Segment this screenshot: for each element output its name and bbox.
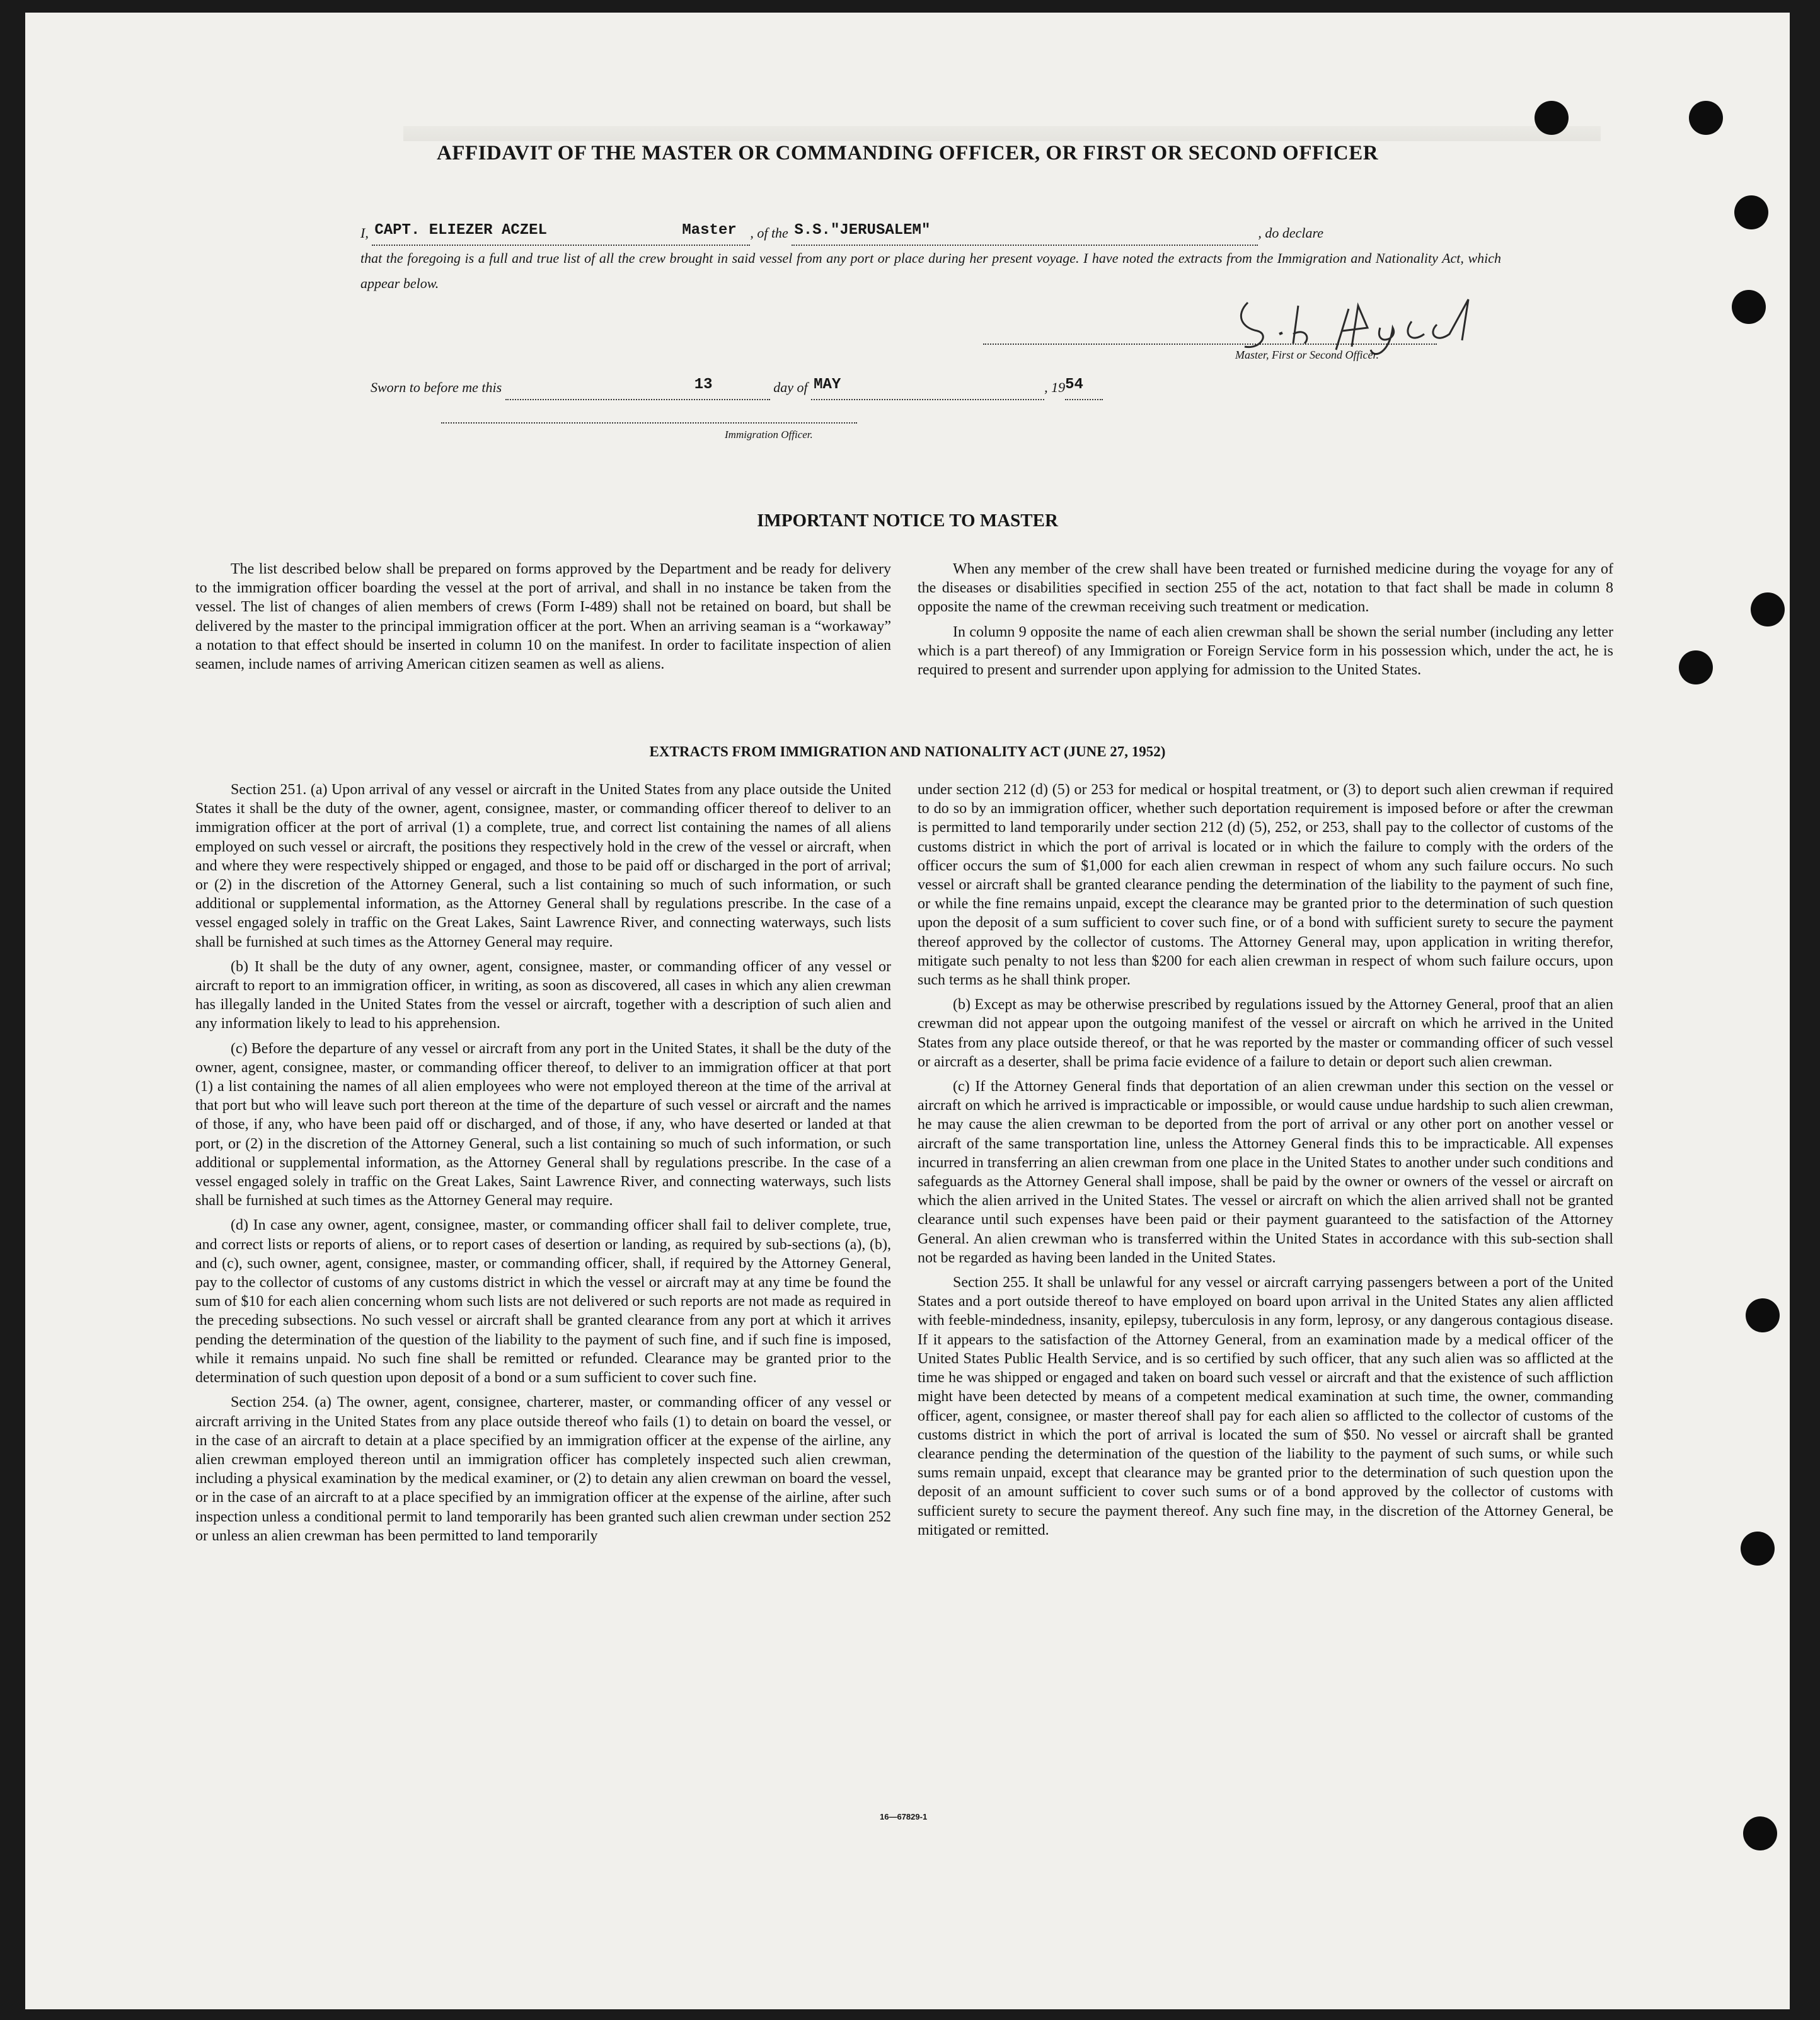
month-field[interactable] (811, 376, 1044, 400)
document-page (25, 13, 1790, 2009)
year-prefix: , 19 (1044, 379, 1066, 395)
extract-paragraph: Section 251. (a) Upon arrival of any vessel or aircraft in the United States from any place outside the United States it shall be the duty of the owner, agent, consignee, master, or commanding officer thereof to deliver to an immigration officer at the port of arrival (1) a complete, true, and correct list containing the names of all aliens employed on such vessel or aircraft, the positions they respectively hold in the crew of the vessel or aircraft, when and where they were respectively shipped or engaged, and those to be paid off or discharged in the port of arrival; or (2) in the discretion of the Attorney General, such a list containing so much of such information, or such additional or supplemental information, as the Attorney General shall by regulations prescribe. In the case of a vessel engaged solely in traffic on the Great Lakes, Saint Lawrence River, and connecting waterways, such lists shall be furnished at such times as the Attorney General may require. (195, 782, 891, 950)
immigration-officer-label: Immigration Officer. (725, 429, 813, 441)
extract-paragraph: (c) If the Attorney General finds that deportation of an alien crewman under this section on the vessel or aircraft on which he arrived is impracticable or impossible, or would cause undue hardship to such alien crewman, he may cause the alien crewman to be deported from the port of arrival or any other port on another vessel or aircraft of the same transportation line, unless the Attorney General finds this to be impracticable. All expenses incurred in transferring an alien crewman from one place in the United States to another under such conditions and safeguards as the Attorney General shall impose, shall be paid by the owner or owners of the vessel or aircraft on which the alien arrived in the United States. The vessel or aircraft on which the alien arrived shall not be granted clearance until such expenses have been paid or their payment guaranteed to the satisfaction of the Attorney General. An alien crewman who is transferred within the United States in accordance with this sub-section shall not be regarded as having been landed in the United States. (918, 1078, 1613, 1266)
punch-hole (1535, 101, 1569, 135)
extract-paragraph: (d) In case any owner, agent, consignee, master, or commanding officer shall fail to deliver complete, true, and correct lists or reports of aliens, or to report cases of desertion or landing, as required by sub-sections (a), (b), and (c), such owner, agent, consignee, master, or commanding officer, shall, if required by the Attorney General, pay to the collector of customs of any customs district in which the vessel or aircraft may at any time be found the sum of $10 for each alien concerning whom such lists are not delivered or such reports are not made as required in the preceding subsections. No such vessel or aircraft shall be granted clearance from any port at which it arrives pending the determination of the question of the liability to the payment of such fine, and if such fine is imposed, while it remains unpaid. No such fine shall be remitted or refunded. Clearance may be granted prior to the determination of such question upon deposit of a bond or a sum sufficient to cover such fine. (195, 1217, 891, 1387)
notice-left-column (195, 560, 891, 679)
declaration-prefix: I, (360, 225, 369, 241)
notice-right-column (918, 560, 1613, 685)
signature-label: Master, First or Second Officer. (1235, 349, 1379, 361)
affidavit-title: AFFIDAVIT OF THE MASTER OR COMMANDING OFFICER, OR FIRST OR SECOND OFFICER (436, 142, 1379, 164)
master-name: CAPT. ELIEZER ACZEL (374, 222, 547, 239)
declaration (360, 221, 1501, 296)
extracts-right-column (918, 780, 1613, 1545)
day-of-label: day of (773, 379, 808, 395)
punch-hole (1689, 101, 1723, 135)
extracts-left-column (195, 780, 891, 1551)
punch-hole (1751, 592, 1785, 626)
sworn-statement (371, 375, 1316, 400)
day-value: 13 (694, 376, 713, 393)
declare-label: , do declare (1258, 225, 1323, 241)
notice-paragraph: In column 9 opposite the name of each alien crewman shall be shown the serial number (including any letter which is a part thereof) of any Immigration or Foreign Service form in his possession which, under the act, he is required to present and surrender upon applying for admission to the United States. (918, 623, 1613, 679)
extract-paragraph: (b) It shall be the duty of any owner, agent, consignee, master, or commanding officer of any vessel or aircraft to report to an immigration officer, in writing, as soon as discovered, all cases in which any alien crewman has illegally landed in the United States from the vessel or aircraft, together with a description of such alien and any information likely to lead to his apprehension. (195, 958, 891, 1032)
extract-paragraph: under section 212 (d) (5) or 253 for medical or hospital treatment, or (3) to deport such alien crewman if required to do so by an immigration officer, whether such deportation requirement is imposed before or after the crewman is permitted to land temporarily under section 212 (d) (5), 252, or 253, shall pay to the collector of customs of the customs district in which the port of arrival is located or in which the failure to comply with the orders of the officer occurs the sum of $1,000 for each alien crewman in respect of whom any such failure occurs. No such vessel or aircraft shall be granted clearance pending the determination of the liability to the payment of such fine, or while the fine remains unpaid, except the clearance may be granted prior to the determination of such question upon the deposit of a sum sufficient to cover such fine, or of a bond with sufficient surety to secure the payment thereof approved by the collector of customs. The Attorney General may, upon application in writing therefor, mitigate such penalty to not less than $200 for each alien crewman in respect of whom such failure occurs, upon such terms as he shall think proper. (918, 782, 1613, 989)
form-number: 16—67829-1 (880, 1812, 928, 1821)
bleed-through-text (403, 126, 1601, 141)
sworn-label: Sworn to before me this (371, 379, 502, 395)
signature-line (983, 343, 1437, 345)
extracts-title: EXTRACTS FROM IMMIGRATION AND NATIONALITY ACT (JUNE 27, 1952) (649, 744, 1166, 759)
punch-hole (1734, 195, 1768, 229)
punch-hole (1732, 290, 1766, 324)
notice-paragraph: When any member of the crew shall have been treated or furnished medicine during the voyage for any of the diseases or disabilities specified in section 255 of the act, notation to that fact shall be made in column 8 opposite the name of the crewman receiving such treatment or medication. (918, 561, 1613, 616)
punch-hole (1741, 1532, 1775, 1566)
of-the-label: , of the (750, 225, 788, 241)
month-value: MAY (814, 376, 841, 393)
year-value: 54 (1065, 376, 1083, 393)
immigration-officer-line (441, 422, 857, 424)
vessel-name: S.S."JERUSALEM" (794, 222, 931, 239)
extract-paragraph: Section 254. (a) The owner, agent, consignee, charterer, master, or commanding officer of any vessel or aircraft arriving in the United States from any place outside thereof who fails (1) to detain on board the vessel, or in the case of an aircraft to detain at a place specified by an immigration officer at the expense of the airline, any alien crewman employed thereon until an immigration officer has completely inspected such alien crewman, including a physical examination by the medical examiner, or (2) to detain any alien crewman on board the vessel, or in the case of an aircraft to at a place specified by an immigration officer at the expense of the airline, after such inspection unless a conditional permit to land temporarily has been granted such alien crewman under section 252 or unless an alien crewman has been permitted to land temporarily (195, 1394, 891, 1544)
year-field[interactable] (1065, 376, 1103, 400)
extract-paragraph: Section 255. It shall be unlawful for any vessel or aircraft carrying passengers between a port of the United States and a port outside thereof to have employed on board upon arrival in the United States any alien afflicted with feeble-mindedness, insanity, epilepsy, tuberculosis in any form, leprosy, or any dangerous contagious disease. If it appears to the satisfaction of the Attorney General, from an examination made by a medical officer of the United States Public Health Service, and is so certified by such officer, that any such alien was so afflicted at the time he was shipped or engaged and taken on board such vessel or aircraft and that the existence of such affliction might have been detected by means of a competent medical examination at such time, the owner, commanding officer, agent, consignee, or master thereof shall pay for each alien so afflicted to the collector of customs of the customs district in which the port of arrival is located the sum of $50. No vessel or aircraft shall be granted clearance pending the determination of the question of the liability to the payment of such sums, or while such sums remain unpaid, except that clearance may be granted prior to the determination of such question upon the deposit of an amount sufficient to cover such sums or of a bond approved by the collector of customs with sufficient surety to secure the payment thereof. Any such fine may, in the discretion of the Attorney General, be mitigated or remitted. (918, 1274, 1613, 1538)
extract-paragraph: (b) Except as may be otherwise prescribed by regulations issued by the Attorney General, proof that an alien crewman did not appear upon the outgoing manifest of the vessel or aircraft on which he arrived in the United States from any place outside thereof, or that he was reported by the master or commanding officer of such vessel or aircraft as a deserter, shall be prima facie evidence of a failure to detain or deport such alien crewman. (918, 996, 1613, 1070)
punch-hole (1743, 1816, 1777, 1850)
extract-paragraph: (c) Before the departure of any vessel or aircraft from any port in the United States, it shall be the duty of the owner, agent, consignee, master, or commanding officer thereof, to deliver to an immigration officer at that port (1) a list containing the names of all alien employees who were not employed thereon at the time of the arrival at that port but who will leave such port thereon at the time of the departure of such vessel or aircraft and the names of those, if any, who have been paid off or discharged, and of those, if any, who have deserted or landed at that port, or (2) in the discretion of the Attorney General, such a list containing so much of such information, or such additional or supplemental information, as the Attorney General shall by regulations prescribe. In the case of a vessel engaged solely in traffic on the Great Lakes, Saint Lawrence River, and connecting waterways, such lists shall be furnished at such times as the Attorney General may require. (195, 1040, 891, 1209)
vessel-field[interactable] (792, 222, 1258, 246)
notice-title: IMPORTANT NOTICE TO MASTER (757, 511, 1058, 531)
rank: Master (682, 222, 737, 239)
master-name-field[interactable] (372, 222, 750, 246)
day-field[interactable] (505, 376, 770, 400)
notice-paragraph: The list described below shall be prepared on forms approved by the Department and be ready for delivery to the immigration officer boarding the vessel at the port of arrival, and shall in no instance be taken from the vessel. The list of changes of alien members of crews (Form I-489) shall not be retained on board, but shall be delivered by the master to the principal immigration officer at the port. When an arriving seaman is a “workaway” a notation to that effect should be inserted in column 10 on the manifest. In order to facilitate inspection of alien seamen, include names of arriving American citizen seamen as well as aliens. (195, 561, 891, 673)
punch-hole (1679, 650, 1713, 684)
declaration-body: that the foregoing is a full and true list of all the crew brought in said vessel from any port or place during her present voyage. I have noted the extracts from the Immigration and Nationality Act, which appear below. (360, 250, 1501, 291)
punch-hole (1746, 1298, 1780, 1332)
